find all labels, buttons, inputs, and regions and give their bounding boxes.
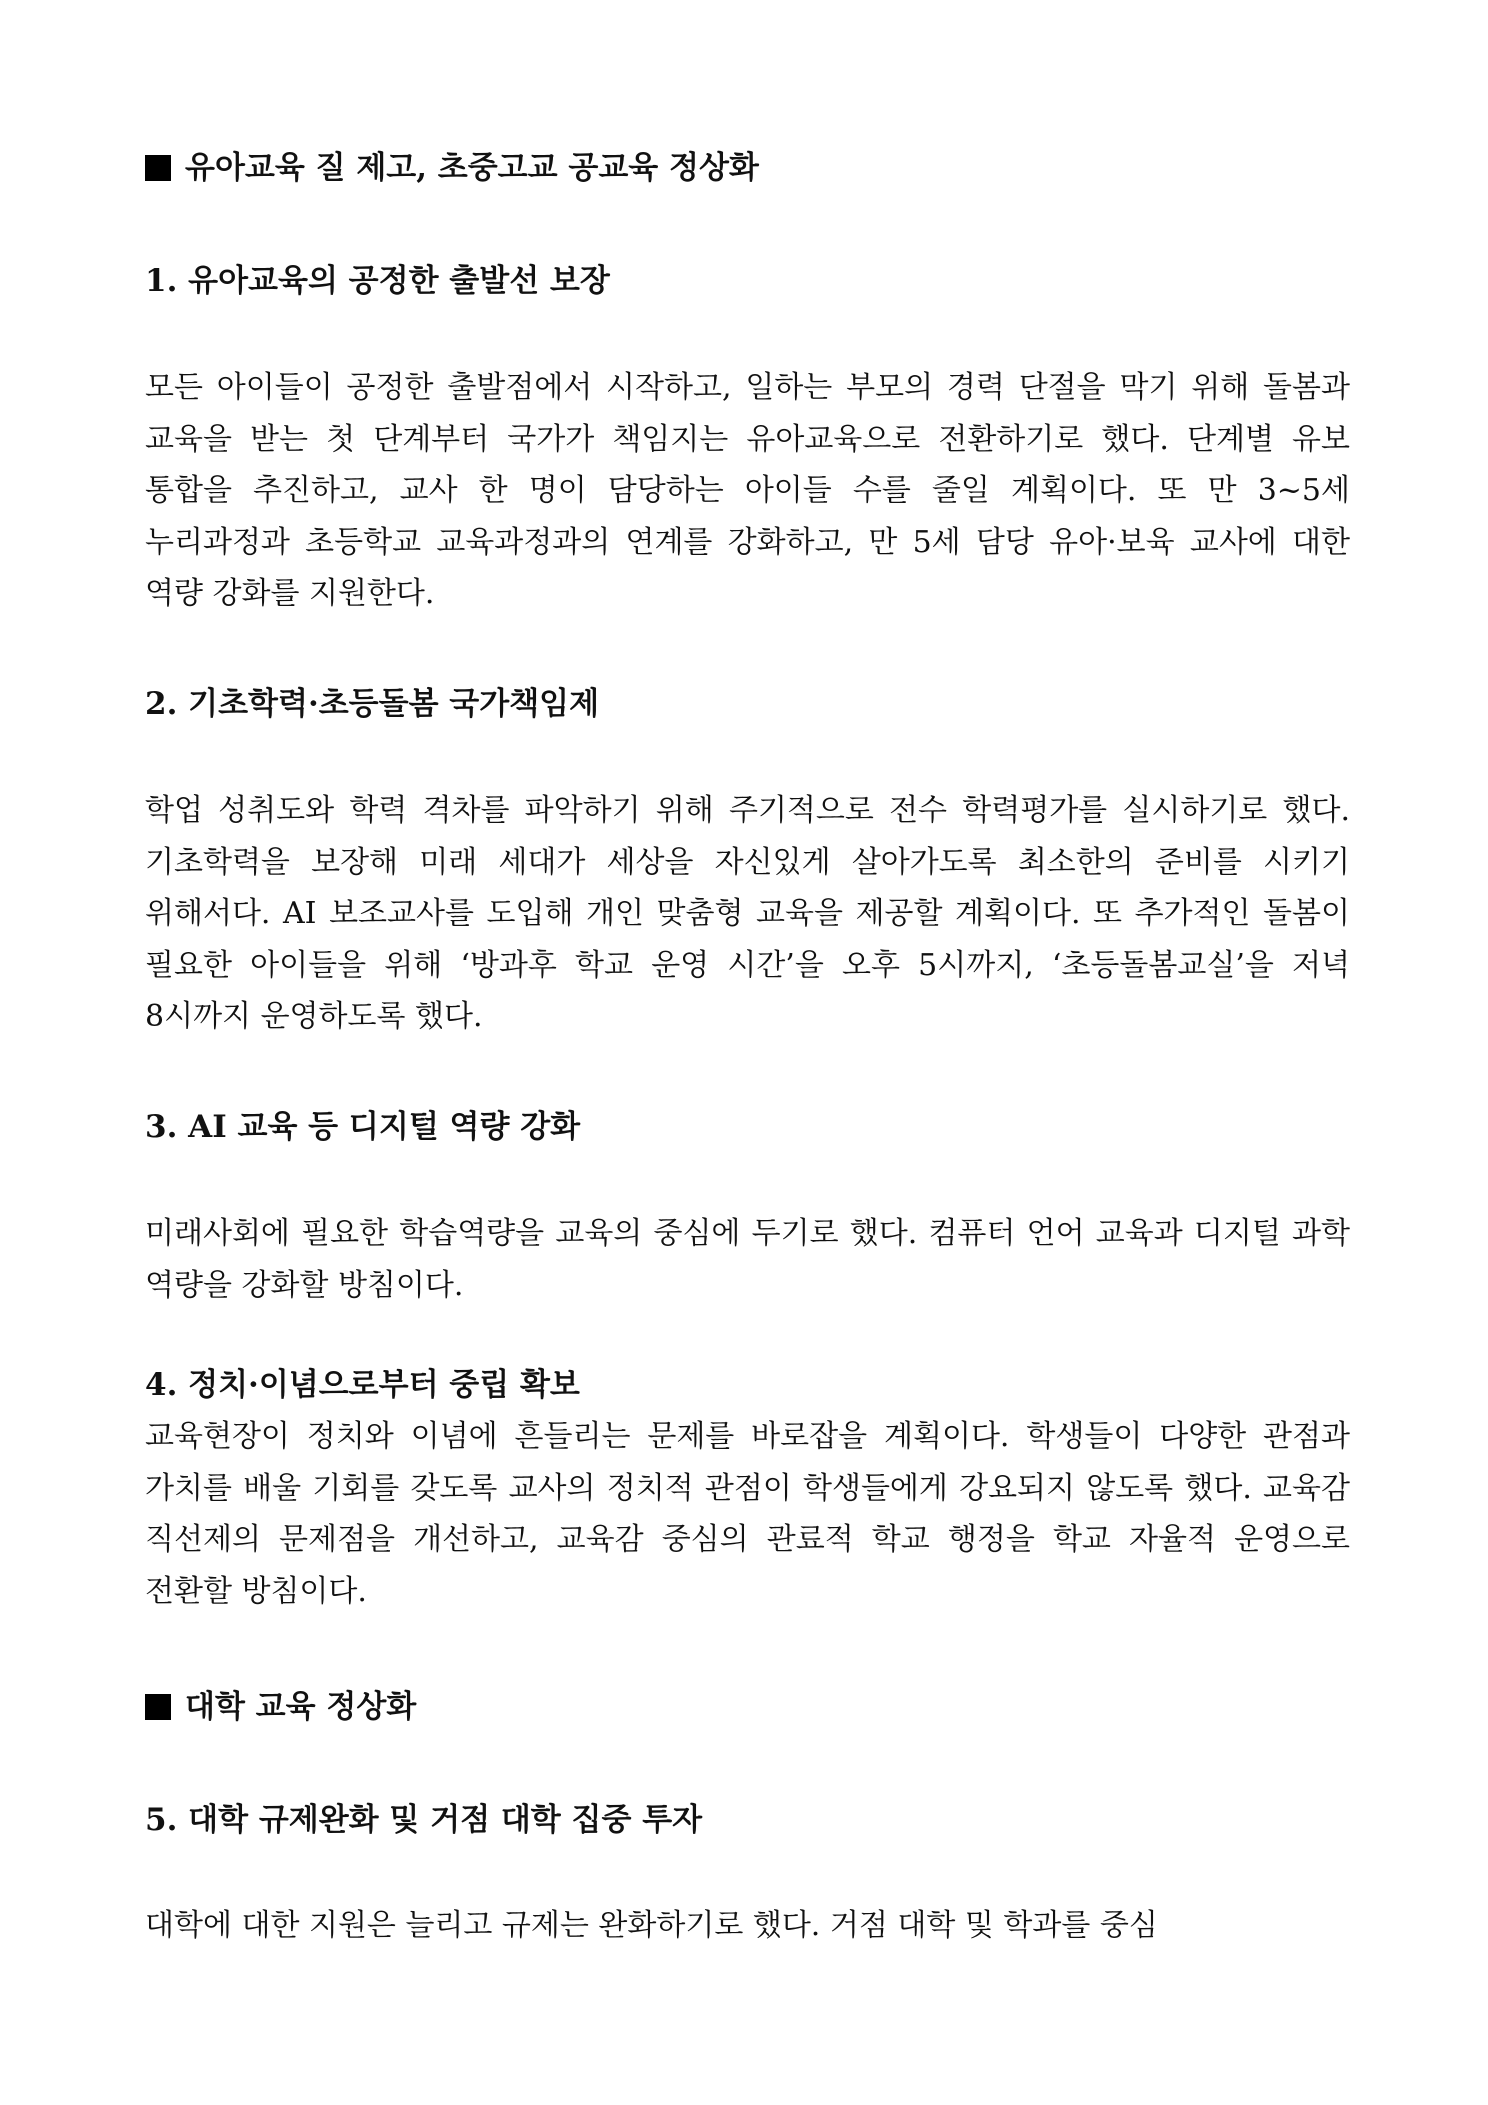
black-square-bullet-icon [145, 1694, 171, 1720]
section-heading-1 [145, 146, 1350, 190]
item-heading-5: 5. 대학 규제완화 및 거점 대학 집중 투자 [145, 1802, 703, 1838]
section-heading-1-text: 유아교육 질 제고, 초중고교 공교육 정상화 [185, 150, 759, 186]
black-square-bullet-icon [145, 155, 171, 181]
item-paragraph-5: 대학에 대한 지원은 늘리고 규제는 완화하기로 했다. 거점 대학 및 학과를 중심 [145, 1908, 1158, 1943]
item-paragraph-1: 모든 아이들이 공정한 출발점에서 시작하고, 일하는 부모의 경력 단절을 막기 위해 돌봄과 교육을 받는 첫 단계부터 국가가 책임지는 유아교육으로 전환하기로 했다. 단계별 유보 통합을 추진하고, 교사 한 명이 담당하는 아이들 수를 줄일 계획이다. 또 만 3~5세 누리과정과 초등학교 교육과정과의 연계를 강화하고, 만 5세 담당 유아·보육 교사에 대한 역량 강화를 지원한다. [145, 370, 1350, 611]
section-heading-2-text: 대학 교육 정상화 [185, 1689, 417, 1725]
item-heading-2: 2. 기초학력·초등돌봄 국가책임제 [145, 686, 600, 722]
item-paragraph-3: 미래사회에 필요한 학습역량을 교육의 중심에 두기로 했다. 컴퓨터 언어 교육과 디지털 과학 역량을 강화할 방침이다. [145, 1216, 1350, 1303]
section-heading-2 [145, 1685, 1350, 1729]
item-heading-1: 1. 유아교육의 공정한 출발선 보장 [145, 263, 610, 299]
item-heading-3: 3. AI 교육 등 디지털 역량 강화 [145, 1109, 581, 1145]
item-paragraph-2: 학업 성취도와 학력 격차를 파악하기 위해 주기적으로 전수 학력평가를 실시하기로 했다. 기초학력을 보장해 미래 세대가 세상을 자신있게 살아가도록 최소한의 준비를 시키기 위해서다. AI 보조교사를 도입해 개인 맞춤형 교육을 제공할 계획이다. 또 추가적인 돌봄이 필요한 아이들을 위해 ‘방과후 학교 운영 시간’을 오후 5시까지, ‘초등돌봄교실’을 저녁 8시까지 운영하도록 했다. [145, 793, 1350, 1034]
item-heading-4: 4. 정치·이념으로부터 중립 확보 [145, 1367, 580, 1403]
item-paragraph-4: 교육현장이 정치와 이념에 흔들리는 문제를 바로잡을 계획이다. 학생들이 다양한 관점과 가치를 배울 기회를 갖도록 교사의 정치적 관점이 학생들에게 강요되지 않도록 했다. 교육감 직선제의 문제점을 개선하고, 교육감 중심의 관료적 학교 행정을 학교 자율적 운영으로 전환할 방침이다. [145, 1419, 1350, 1609]
